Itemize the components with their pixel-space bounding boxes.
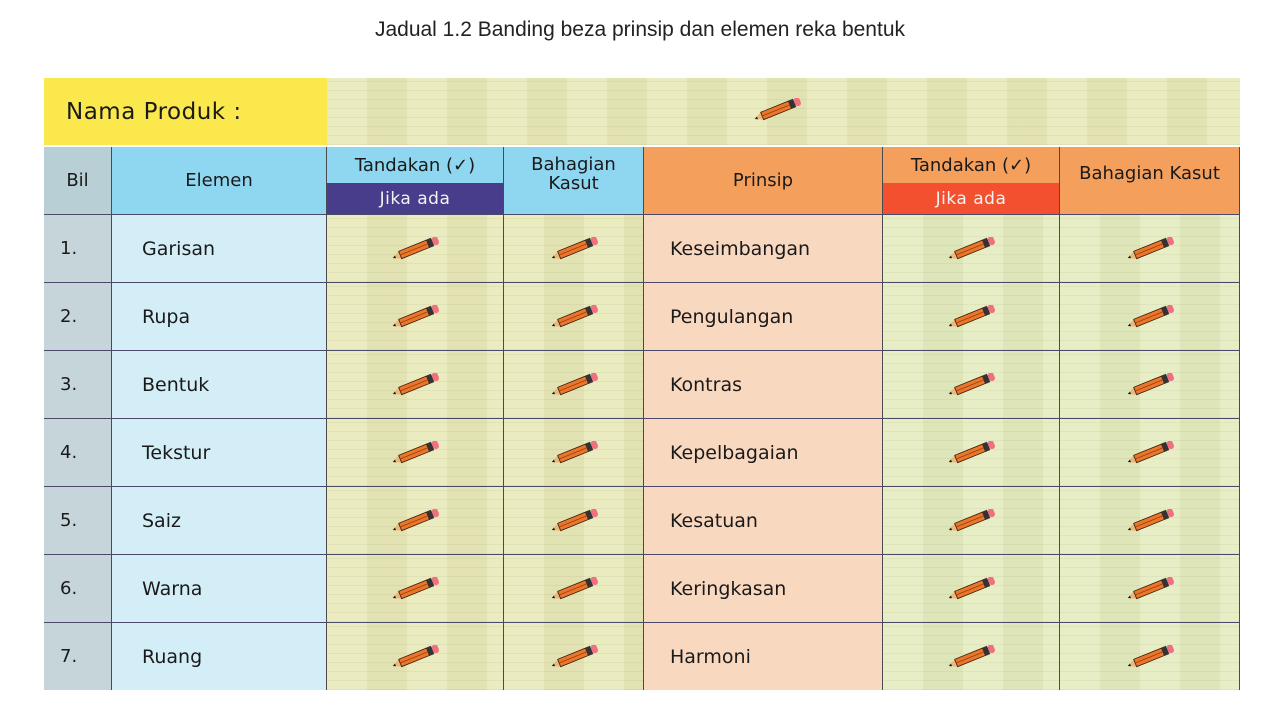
pencil-icon — [943, 237, 999, 261]
pencil-icon — [546, 509, 602, 533]
table-caption: Jadual 1.2 Banding beza prinsip dan elemen reka bentuk — [374, 18, 906, 41]
pencil-icon — [387, 441, 443, 465]
pencil-icon — [546, 577, 602, 601]
pencil-icon — [546, 645, 602, 669]
pencil-icon — [1122, 373, 1178, 397]
header-bahagian-kasut-prinsip: Bahagian Kasut — [1060, 147, 1240, 215]
principle-shoe-part-cell[interactable] — [1060, 623, 1240, 690]
element-shoe-part-cell[interactable] — [504, 215, 644, 283]
principle-shoe-part-cell[interactable] — [1060, 487, 1240, 555]
principle-tick-cell[interactable] — [883, 351, 1060, 419]
principle-shoe-part-cell[interactable] — [1060, 555, 1240, 623]
element-shoe-part-cell[interactable] — [504, 623, 644, 690]
element-tick-cell[interactable] — [327, 215, 504, 283]
pencil-icon — [1122, 645, 1178, 669]
principle-name: Pengulangan — [644, 283, 883, 351]
header-tandakan-elemen — [327, 147, 504, 215]
element-shoe-part-cell[interactable] — [504, 487, 644, 555]
element-name: Warna — [112, 555, 327, 623]
element-shoe-part-cell[interactable] — [504, 351, 644, 419]
element-name: Rupa — [112, 283, 327, 351]
pencil-icon — [546, 373, 602, 397]
pencil-icon — [943, 509, 999, 533]
pencil-icon — [943, 577, 999, 601]
element-shoe-part-cell[interactable] — [504, 419, 644, 487]
principle-tick-cell[interactable] — [883, 283, 1060, 351]
principle-tick-cell[interactable] — [883, 487, 1060, 555]
principle-name: Kesatuan — [644, 487, 883, 555]
pencil-icon — [387, 645, 443, 669]
principle-shoe-part-cell[interactable] — [1060, 215, 1240, 283]
row-number: 2. — [44, 283, 112, 351]
row-number: 5. — [44, 487, 112, 555]
pencil-icon — [1122, 577, 1178, 601]
pencil-icon — [1122, 305, 1178, 329]
pencil-icon — [387, 373, 443, 397]
product-name-label: Nama Produk : — [44, 78, 327, 145]
tandakan-label: Tandakan (✓) — [910, 154, 1032, 176]
principle-name: Kepelbagaian — [644, 419, 883, 487]
principle-tick-cell[interactable] — [883, 555, 1060, 623]
pencil-icon — [1122, 509, 1178, 533]
pencil-icon — [546, 305, 602, 329]
element-name: Saiz — [112, 487, 327, 555]
pencil-icon — [387, 577, 443, 601]
row-number: 4. — [44, 419, 112, 487]
header-elemen: Elemen — [112, 147, 327, 215]
element-tick-cell[interactable] — [327, 351, 504, 419]
pencil-icon — [546, 237, 602, 261]
principle-shoe-part-cell[interactable] — [1060, 351, 1240, 419]
pencil-icon — [943, 373, 999, 397]
element-name: Garisan — [112, 215, 327, 283]
element-shoe-part-cell[interactable] — [504, 555, 644, 623]
pencil-icon — [546, 441, 602, 465]
element-name: Tekstur — [112, 419, 327, 487]
pencil-icon — [943, 441, 999, 465]
pencil-icon — [943, 305, 999, 329]
principle-shoe-part-cell[interactable] — [1060, 283, 1240, 351]
pencil-icon — [387, 305, 443, 329]
product-name-row — [44, 78, 1240, 145]
principle-tick-cell[interactable] — [883, 215, 1060, 283]
principle-shoe-part-cell[interactable] — [1060, 419, 1240, 487]
jika-ada-label: Jika ada — [327, 183, 503, 214]
principle-name: Kontras — [644, 351, 883, 419]
row-number: 3. — [44, 351, 112, 419]
principle-tick-cell[interactable] — [883, 623, 1060, 690]
pencil-icon — [387, 237, 443, 261]
header-tandakan-prinsip — [883, 147, 1060, 215]
element-name: Ruang — [112, 623, 327, 690]
pencil-icon — [749, 98, 805, 122]
element-tick-cell[interactable] — [327, 419, 504, 487]
element-tick-cell[interactable] — [327, 283, 504, 351]
element-tick-cell[interactable] — [327, 487, 504, 555]
header-prinsip: Prinsip — [644, 147, 883, 215]
header-bahagian-kasut-elemen: Bahagian Kasut — [504, 147, 644, 215]
row-number: 7. — [44, 623, 112, 690]
principle-name: Keseimbangan — [644, 215, 883, 283]
jika-ada-label: Jika ada — [883, 183, 1059, 214]
pencil-icon — [1122, 441, 1178, 465]
element-tick-cell[interactable] — [327, 623, 504, 690]
row-number: 6. — [44, 555, 112, 623]
principle-tick-cell[interactable] — [883, 419, 1060, 487]
comparison-table — [44, 78, 1240, 690]
principle-name: Harmoni — [644, 623, 883, 690]
principle-name: Keringkasan — [644, 555, 883, 623]
header-bil: Bil — [44, 147, 112, 215]
tandakan-label: Tandakan (✓) — [354, 154, 476, 176]
element-name: Bentuk — [112, 351, 327, 419]
pencil-icon — [387, 509, 443, 533]
element-tick-cell[interactable] — [327, 555, 504, 623]
pencil-icon — [1122, 237, 1178, 261]
product-name-input[interactable] — [327, 78, 1240, 145]
element-shoe-part-cell[interactable] — [504, 283, 644, 351]
pencil-icon — [943, 645, 999, 669]
row-number: 1. — [44, 215, 112, 283]
